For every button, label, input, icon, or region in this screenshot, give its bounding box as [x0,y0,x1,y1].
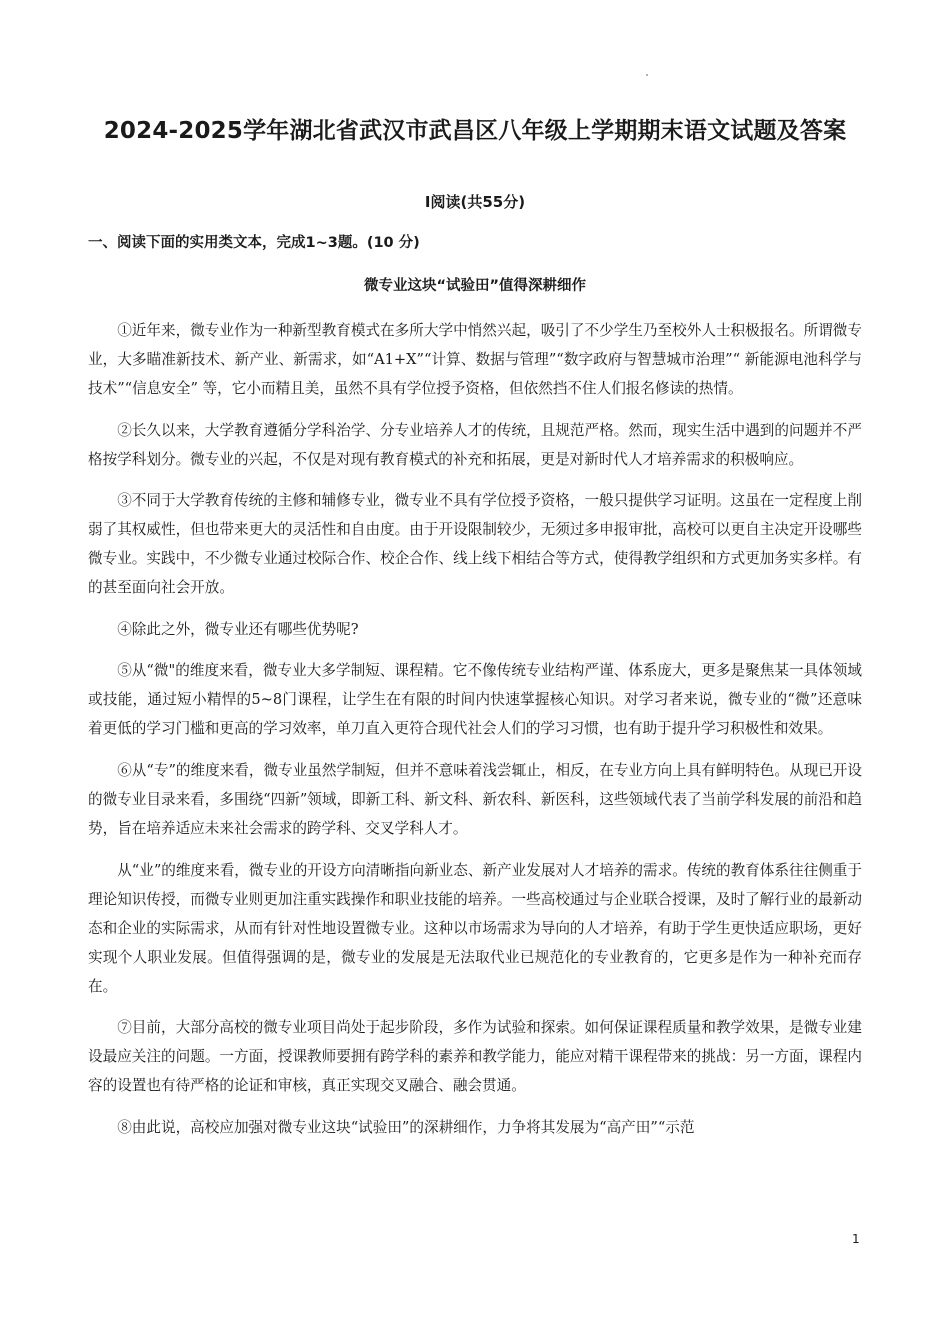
document-title: 2024-2025学年湖北省武汉市武昌区八年级上学期期末语文试题及答案 [103,118,847,144]
question-title: 一、阅读下面的实用类文本，完成1~3题。(10 分) [88,235,420,251]
article-body [88,316,862,1154]
paragraph-6: ⑥从“专”的维度来看，微专业虽然学制短，但并不意味着浅尝辄止，相反，在专业方向上具有鲜明特色。从现已开设的微专业目录来看，多围绕“四新”领域，即新工科、新文科、新农科、新医科，这些领域代表了当前学科发展的前沿和趋势，旨在培养适应未来社会需求的跨学科、交叉学科人才。 [88,761,862,837]
paragraph-4: ④除此之外，微专业还有哪些优势呢? [117,620,359,638]
page-number: 1 [852,1232,860,1246]
scan-dot [646,74,648,76]
section-title: Ⅰ阅读(共55分) [424,193,526,211]
paragraph-1: ①近年来，微专业作为一种新型教育模式在多所大学中悄然兴起，吸引了不少学生乃至校外人士积极报名。所谓微专业，大多瞄准新技术、新产业、新需求，如“A1+X”“计算、数据与管理”“数字政府与智慧城市治理”“ 新能源电池科学与技术”“信息安全” 等，它小而精且美，虽然不具有学位授予资格，但依然挡不住人们报名修读的热情。 [88,322,862,397]
paragraph-8: ⑦目前，大部分高校的微专业项目尚处于起步阶段，多作为试验和探索。如何保证课程质量和教学效果，是微专业建设最应关注的问题。一方面，授课教师要拥有跨学科的素养和教学能力，能应对精干课程带来的挑战：另一方面，课程内容的设置也有待严格的论证和审核，真正实现交叉融合、融会贯通。 [88,1019,862,1095]
paragraph-7: 从“业”的维度来看，微专业的开设方向清晰指向新业态、新产业发展对人才培养的需求。传统的教育体系往往侧重于理论知识传授，而微专业则更加注重实践操作和职业技能的培养。一些高校通过与企业联合授课，及时了解行业的最新动态和企业的实际需求，从而有针对性地设置微专业。这种以市场需求为导向的人才培养，有助于学生更快适应职场，更好实现个人职业发展。但值得强调的是，微专业的发展是无法取代业已规范化的专业教育的，它更多是作为一种补充而存在。 [88,861,862,995]
paragraph-2: ②长久以来，大学教育遵循分学科治学、分专业培养人才的传统，且规范严格。然而，现实生活中遇到的问题并不严格按学科划分。微专业的兴起，不仅是对现有教育模式的补充和拓展，更是对新时代人才培养需求的积极响应。 [88,421,862,468]
paragraph-9: ⑧由此说，高校应加强对微专业这块“试验田”的深耕细作，力争将其发展为“高产田”“示范 [117,1118,695,1136]
paragraph-3: ③不同于大学教育传统的主修和辅修专业，微专业不具有学位授予资格，一般只提供学习证明。这虽在一定程度上削弱了其权威性，但也带来更大的灵活性和自由度。由于开设限制较少，无须过多申报审批，高校可以更自主决定开设哪些微专业。实践中，不少微专业通过校际合作、校企合作、线上线下相结合等方式，使得教学组织和方式更加务实多样。有的甚至面向社会开放。 [88,492,862,597]
article-title: 微专业这块“试验田”值得深耕细作 [363,278,587,294]
paragraph-5: ⑤从“微"的维度来看，微专业大多学制短、课程精。它不像传统专业结构严谨、体系庞大，更多是聚焦某一具体领域或技能，通过短小精悍的5~8门课程，让学生在有限的时间内快速掌握核心知识。对学习者来说，微专业的“微”还意味着更低的学习门槛和更高的学习效率，单刀直入更符合现代社会人们的学习习惯，也有助于提升学习积极性和效果。 [88,662,862,738]
